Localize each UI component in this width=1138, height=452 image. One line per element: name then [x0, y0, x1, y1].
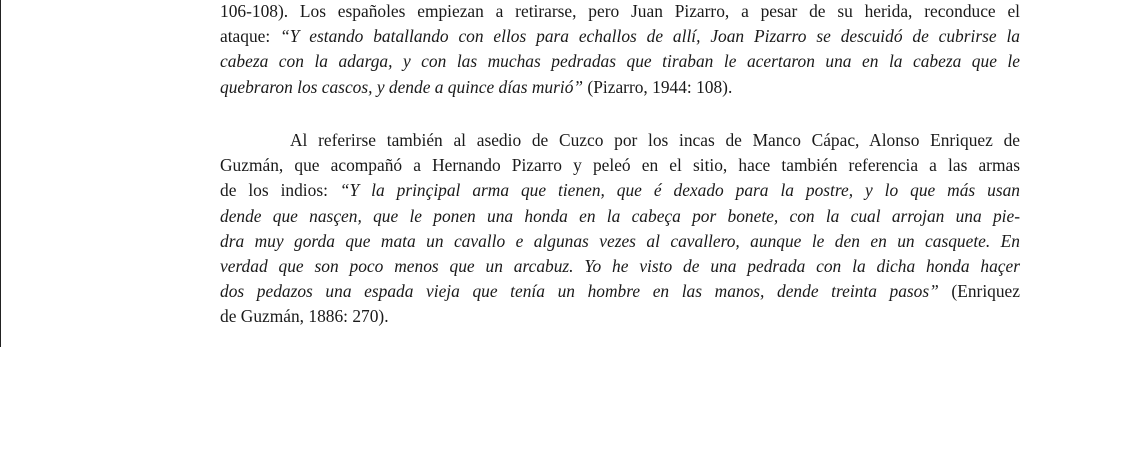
paragraph-2: [220, 128, 1020, 330]
quote-text: dende que nasçen, que le ponen una honda en la cabeça por bonete, con la cual arrojan una pie-: [220, 205, 1020, 226]
text-run: ataque:: [220, 26, 281, 47]
quote-text: dos pedazos una espada vieja que tenía un hombre en las manos, dende treinta pasos”: [220, 281, 939, 302]
text-line: [220, 75, 1020, 100]
text-run: Guzmán, que acompañó a Hernando Pizarro y peleó en el sitio, hace también referencia a las armas: [220, 155, 1020, 176]
text-line: [220, 254, 1020, 279]
text-line: [220, 153, 1020, 178]
citation: (Enriquez: [938, 281, 1020, 302]
text-line: [220, 24, 1020, 49]
text-line: [220, 229, 1020, 254]
citation: (Pizarro, 1944: 108).: [583, 76, 733, 97]
text-run: de los indios:: [220, 180, 340, 201]
text-line: [220, 204, 1020, 229]
citation: de Guzmán, 1886: 270).: [220, 306, 389, 327]
text-run: Al referirse también al asedio de Cuzco por los incas de Manco Cápac, Alonso Enriquez de: [290, 130, 1020, 150]
text-line: [220, 0, 1020, 24]
text-line: [220, 49, 1020, 74]
quote-text: “Y estando batallando con ellos para echallos de allí, Joan Pizarro se descuidó de cubrirse la: [280, 26, 1020, 47]
quote-text: dra muy gorda que mata un cavallo e algunas vezes al cavallero, aunque le den en un casquete. En: [220, 230, 1020, 251]
text-line: [220, 279, 1020, 304]
quote-text: verdad que son poco menos que un arcabuz. Yo he visto de una pedrada con la dicha honda haçer: [220, 256, 1020, 277]
text-line: [220, 128, 1020, 153]
quote-text: “Y la prinçipal arma que tienen, que é dexado para la postre, y lo que más usan: [339, 180, 1020, 201]
quote-text: quebraron los cascos, y dende a quince días murió”: [220, 76, 584, 97]
quote-text: cabeza con la adarga, y con las muchas pedradas que tiraban le acertaron una en la cabeza que le: [220, 51, 1020, 72]
text-line: [220, 304, 1020, 329]
paragraph-1: [220, 0, 1020, 100]
text-run: 106-108). Los españoles empiezan a retirarse, pero Juan Pizarro, a pesar de su herida, reconduce el: [220, 1, 1020, 21]
text-line: [220, 178, 1020, 203]
